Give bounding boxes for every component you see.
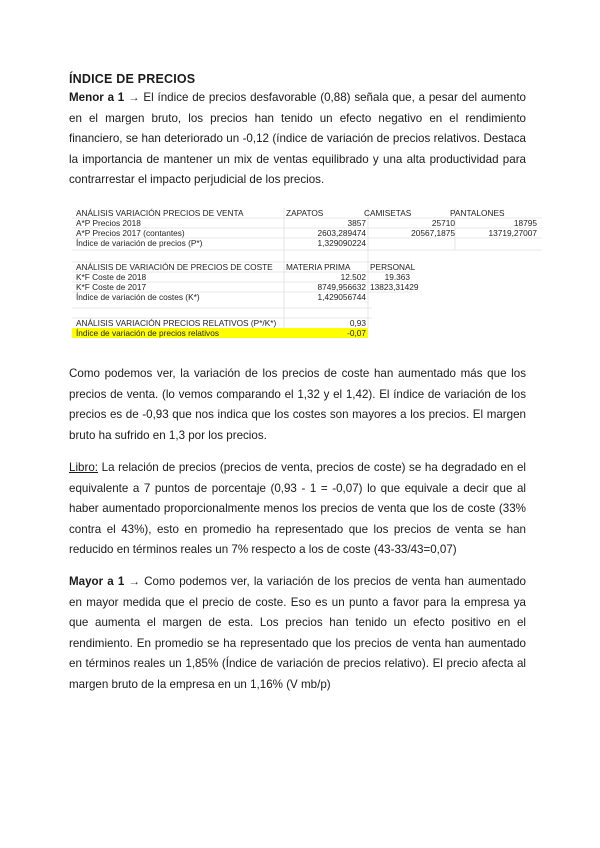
- table1-header-col1: ZAPATOS: [286, 208, 324, 218]
- table3-highlight-row: [72, 328, 368, 338]
- libro-text: La relación de precios (precios de venta, precios de coste) se ha degradado en el equivalente a 7 puntos de porcentaje (0,93 - 1 = -0,07) lo que equivale a decir que al haber aumentado proporcionalmente menos los precios de venta que los de coste (33% contra el 43%), esto en promedio ha representado que los precios de venta se han reducido en términos reales un 7% respecto a los de coste (43-33/43=0,07): [69, 461, 526, 557]
- table3-row-label: Índice de variación de precios relativos: [76, 328, 219, 338]
- paragraph-menor: [69, 88, 526, 191]
- table1-cell: 13719,27007: [488, 228, 537, 238]
- table2-row-label: K*F Coste de 2017: [76, 282, 147, 292]
- paragraph-analysis: Como podemos ver, la variación de los precios de coste han aumentado más que los precios de venta. (lo vemos comparando el 1,32 y el 1,42). El índice de variación de los precios es de -0,93 que nos indica que los costes son mayores a los precios. El margen bruto ha sufrido en 1,3 por los precios.: [69, 367, 526, 442]
- libro-lead: Libro:: [69, 461, 99, 474]
- table1-cell: 3857: [347, 218, 366, 228]
- table1-row-label: Índice de variación de precios (P*): [76, 238, 203, 248]
- table3-cell: -0,07: [347, 328, 366, 338]
- table2-header-label: ANÁLISIS DE VARIACIÓN DE PRECIOS DE COSTE: [76, 262, 273, 272]
- table2-cell: 1,429056744: [317, 292, 366, 302]
- mayor-lead: Mayor a 1: [69, 575, 125, 588]
- section-heading: ÍNDICE DE PRECIOS: [69, 72, 196, 86]
- table1-cell: 2603,289474: [317, 228, 366, 238]
- table2-cell: 8749,956632: [317, 282, 366, 292]
- table3-cell: 0,93: [349, 318, 366, 328]
- table2-cell: 19.363: [384, 272, 410, 282]
- table1-cell: 20567,1875: [411, 228, 455, 238]
- table2-row-label: K*F Coste de 2018: [76, 272, 147, 282]
- table2-cell: 13823,31429: [370, 282, 419, 292]
- table3-row-label: ANÁLISIS VARIACIÓN PRECIOS RELATIVOS (P*/K*): [76, 318, 277, 328]
- table1-header-label: ANÁLISIS VARIACIÓN PRECIOS DE VENTA: [76, 208, 244, 218]
- arrow-2: →: [124, 575, 145, 588]
- table1-row-label: A*P Precios 2018: [76, 218, 141, 228]
- arrow-1: →: [124, 91, 144, 104]
- table1-cell: 1,329090224: [317, 238, 366, 248]
- spreadsheet-excerpt: [72, 208, 542, 340]
- table1-cell: 25710: [431, 218, 455, 228]
- table1-row-label: A*P Precios 2017 (contantes): [76, 228, 185, 238]
- table2-cell: 12.502: [340, 272, 366, 282]
- paragraph-libro: [69, 458, 526, 561]
- table1-header-col3: PANTALONES: [450, 208, 505, 218]
- table1-header-col2: CAMISETAS: [364, 208, 412, 218]
- mayor-text: Como podemos ver, la variación de los precios de venta han aumentado en mayor medida que el precio de coste. Eso es un punto a favor para la empresa ya que aumenta el margen de esta. Los precios han tenido un efecto positivo en el rendimiento. En promedio se ha representado que los precios de venta han aumentado en términos reales un 1,85% (Índice de variación de precios relativo). El precio afecta al margen bruto de la empresa en un 1,16% (V mb/p): [69, 575, 526, 691]
- table2-row-label: Índice de variación de costes (K*): [76, 292, 200, 302]
- menor-lead: Menor a 1: [69, 91, 125, 104]
- table1-cell: 18795: [513, 218, 537, 228]
- table2-header-col2: PERSONAL: [370, 262, 416, 272]
- table2-header-col1: MATERIA PRIMA: [286, 262, 351, 272]
- menor-text: El índice de precios desfavorable (0,88) señala que, a pesar del aumento en el margen bruto, los precios han tenido un efecto negativo en el rendimiento financiero, se han deteriorado un -0,12 (índice de variación de precios relativos. Destaca la importancia de mantener un mix de ventas equilibrado y una alta productividad para contrarrestar el impacto perjudicial de los precios.: [69, 91, 526, 187]
- paragraph-mayor: [69, 572, 526, 696]
